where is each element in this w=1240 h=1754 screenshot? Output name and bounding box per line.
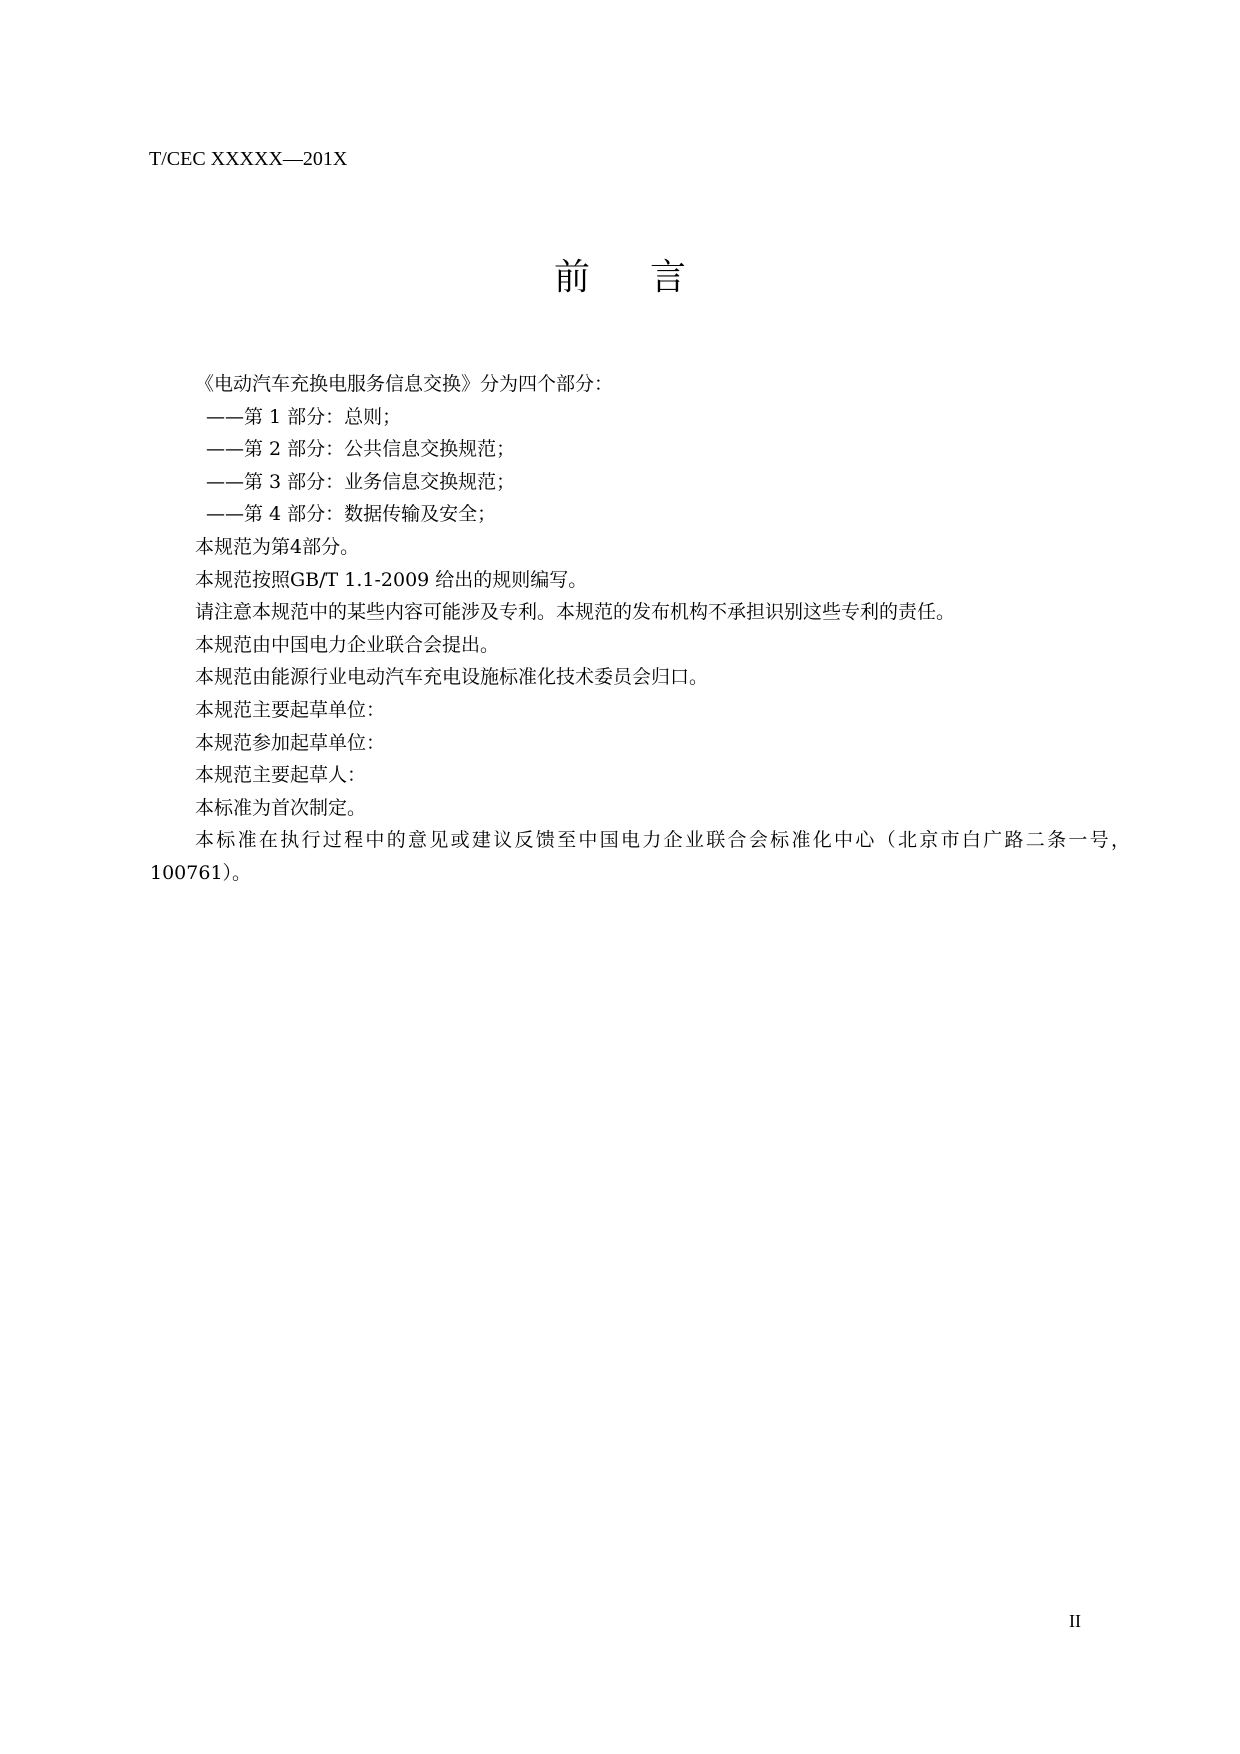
feedback-paragraph: 本标准在执行过程中的意见或建议反馈至中国电力企业联合会标准化中心（北京市白广路二条一号，100761）。 bbox=[150, 829, 1130, 884]
foreword-body bbox=[150, 368, 1130, 890]
part-list-item-3: ——第 3 部分：业务信息交换规范； bbox=[206, 470, 516, 493]
drafting-rules-paragraph: 本规范按照GB/T 1.1-2009 给出的规则编写。 bbox=[195, 568, 588, 591]
title-char-2: 言 bbox=[650, 257, 687, 298]
patent-notice-paragraph: 请注意本规范中的某些内容可能涉及专利。本规范的发布机构不承担识别这些专利的责任。 bbox=[195, 601, 956, 624]
part-list-item-4: ——第 4 部分：数据传输及安全； bbox=[206, 503, 497, 526]
this-part-paragraph: 本规范为第4部分。 bbox=[195, 535, 360, 558]
proposer-paragraph: 本规范由中国电力企业联合会提出。 bbox=[195, 633, 500, 656]
intro-paragraph: 《电动汽车充换电服务信息交换》分为四个部分： bbox=[195, 373, 614, 395]
committee-paragraph: 本规范由能源行业电动汽车充电设施标准化技术委员会归口。 bbox=[195, 666, 709, 689]
part-list-item-1: ——第 1 部分：总则； bbox=[206, 405, 402, 428]
first-edition-paragraph: 本标准为首次制定。 bbox=[195, 796, 367, 819]
participating-units-paragraph: 本规范参加起草单位： bbox=[195, 731, 386, 754]
page-title bbox=[0, 255, 1240, 301]
title-char-1: 前 bbox=[553, 257, 590, 298]
main-drafters-paragraph: 本规范主要起草人： bbox=[195, 764, 367, 787]
part-list-item-2: ——第 2 部分：公共信息交换规范； bbox=[206, 438, 516, 461]
page-number: II bbox=[1069, 1611, 1081, 1631]
main-drafting-units-paragraph: 本规范主要起草单位： bbox=[195, 698, 386, 721]
document-code: T/CEC XXXXX—201X bbox=[149, 148, 348, 170]
